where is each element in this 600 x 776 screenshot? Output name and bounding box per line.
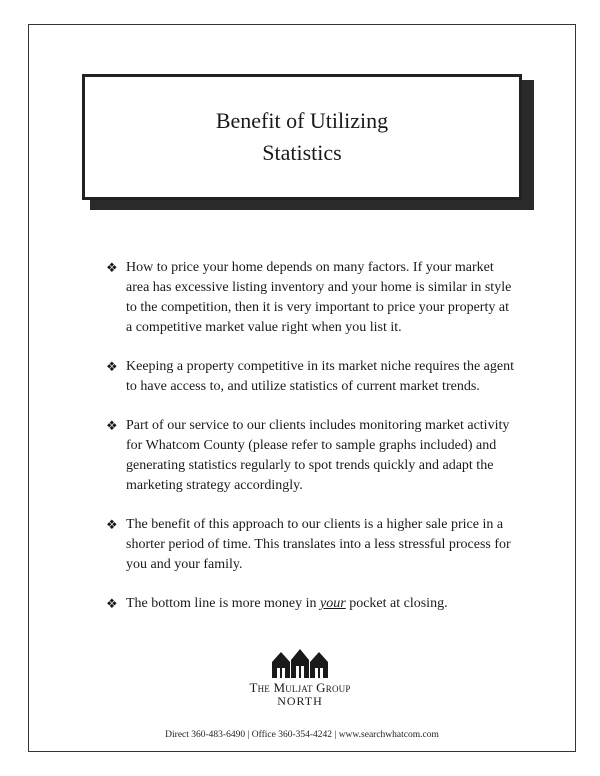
list-item [106, 258, 516, 338]
bullet-list [106, 258, 516, 614]
list-item [106, 416, 516, 496]
diamond-bullet-icon: ❖ [106, 418, 118, 433]
diamond-bullet-icon: ❖ [106, 260, 118, 275]
logo-subtitle: NORTH [277, 694, 323, 708]
bullet-text-before: The bottom line is more money in [126, 596, 321, 611]
title-line-2: Statistics [262, 140, 342, 165]
logo-company-name: The Muljat Group [249, 680, 351, 695]
company-logo [240, 648, 360, 709]
footer-contact: Direct 360-483-6490 | Office 360-354-4242 | www.searchwhatcom.com [165, 730, 439, 740]
diamond-bullet-icon: ❖ [106, 359, 118, 374]
title-box [82, 74, 522, 200]
title-line-1: Benefit of Utilizing [215, 108, 389, 133]
bullet-text: How to price your home depends on many factors. If your market area has excessive listing inventory and your home is similar in style to the competition, then it is very important to price your property at a competitive market value right when you list it. [126, 260, 512, 335]
bullet-text: Part of our service to our clients includes monitoring market activity for Whatcom County (please refer to sample graphs included) and generating statistics regularly to spot trends quickly and adapt the marketing strategy accordingly. [126, 418, 510, 493]
diamond-bullet-icon: ❖ [106, 596, 118, 611]
diamond-bullet-icon: ❖ [106, 517, 118, 532]
list-item [106, 357, 516, 397]
bullet-text-after: pocket at closing. [345, 596, 448, 611]
bullet-emphasis: your [320, 596, 346, 611]
list-item [106, 594, 516, 614]
bullet-text: Keeping a property competitive in its market niche requires the agent to have access to, and utilize statistics of current market trends. [126, 359, 514, 394]
bullet-text: The benefit of this approach to our clients is a higher sale price in a shorter period of time. This translates into a less stressful process for you and your family. [126, 517, 511, 572]
list-item [106, 515, 516, 575]
houses-icon [271, 648, 329, 678]
